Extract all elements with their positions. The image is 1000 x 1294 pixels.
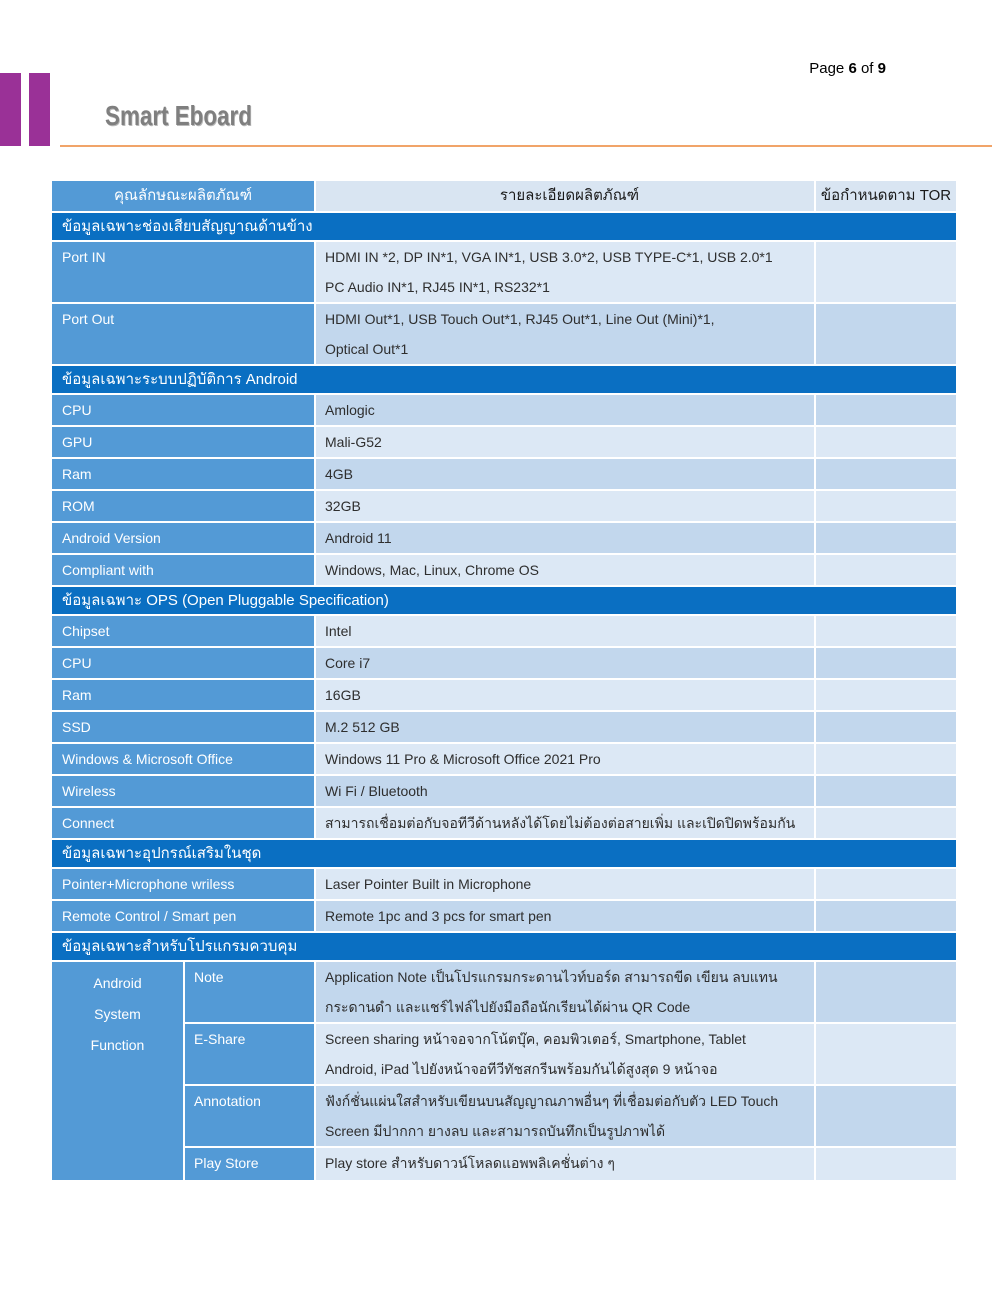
spec-detail-line: Windows, Mac, Linux, Chrome OS (325, 562, 539, 578)
tor-cell (816, 242, 956, 302)
spec-row (52, 776, 956, 808)
spec-row (52, 744, 956, 776)
spec-label-cell: Android Version (52, 523, 316, 553)
spec-detail-line: Remote 1pc and 3 pcs for smart pen (325, 908, 552, 924)
spec-label-cell: Connect (52, 808, 316, 838)
spec-label-cell: Compliant with (52, 555, 316, 585)
spec-detail-line: Optical Out*1 (325, 341, 409, 357)
spec-detail-cell (316, 869, 816, 899)
page-number (809, 60, 886, 77)
sub-label-cell: E-Share (185, 1024, 316, 1084)
section-header-row (52, 213, 956, 242)
spec-row (52, 304, 956, 366)
section-header-row (52, 366, 956, 395)
section-title: ข้อมูลเฉพาะสำหรับโปรแกรมควบคุม (62, 938, 298, 955)
spec-detail-line: Android 11 (325, 530, 392, 546)
page-of: of (860, 60, 874, 77)
spec-detail-line: Wi Fi / Bluetooth (325, 783, 428, 799)
spec-row (52, 395, 956, 427)
spec-detail-cell (316, 304, 816, 364)
spec-row (52, 869, 956, 901)
group-label-line: Function (90, 1037, 145, 1053)
spec-detail-line: Core i7 (325, 655, 371, 671)
tor-cell (816, 680, 956, 710)
section-header-row (52, 933, 956, 962)
section-title: ข้อมูลเฉพาะระบบปฏิบัติการ Android (62, 371, 298, 388)
page-word: Page (809, 60, 845, 77)
section-header-row (52, 587, 956, 616)
sub-label-cell: Play Store (185, 1148, 316, 1180)
spec-detail-line: Screen sharing หน้าจอจากโน้ตบุ๊ค, คอมพิวเตอร์, Smartphone, Tablet (325, 1031, 746, 1047)
tor-cell (816, 523, 956, 553)
spec-row (52, 648, 956, 680)
column-header-row (52, 181, 956, 213)
tor-cell (816, 1086, 956, 1146)
spec-detail-line: ฟังก์ชั่นแผ่นใสสำหรับเขียนบนสัญญาณภาพอื่นๆ ที่เชื่อมต่อกับตัว LED Touch (325, 1093, 779, 1109)
spec-detail-cell (316, 744, 816, 774)
section-header-row (52, 840, 956, 869)
spec-row (52, 523, 956, 555)
sub-label-cell: Annotation (185, 1086, 316, 1146)
tor-cell (816, 1148, 956, 1180)
spec-detail-cell (316, 395, 816, 425)
spec-detail-cell (316, 776, 816, 806)
spec-detail-line: Mali-G52 (325, 434, 382, 450)
section-title: ข้อมูลเฉพาะอุปกรณ์เสริมในชุด (62, 845, 262, 862)
spec-detail-cell (316, 808, 816, 838)
page-title: Smart Eboard (105, 100, 252, 131)
tor-cell (816, 616, 956, 646)
section-title: ข้อมูลเฉพาะ OPS (Open Pluggable Specification) (62, 592, 389, 609)
spec-label-cell: Windows & Microsoft Office (52, 744, 316, 774)
decor-bar-right (29, 73, 50, 146)
tor-cell (816, 427, 956, 457)
decor-bar-left (0, 73, 21, 146)
spec-detail-line: 16GB (325, 687, 361, 703)
spec-subrow (185, 1148, 956, 1180)
spec-detail-cell (316, 1148, 816, 1180)
spec-detail-cell (316, 523, 816, 553)
tor-cell (816, 776, 956, 806)
group-subrows (185, 962, 956, 1180)
column-header-product: คุณลักษณะผลิตภัณฑ์ (52, 181, 316, 211)
spec-detail-cell (316, 680, 816, 710)
tor-cell (816, 712, 956, 742)
spec-subrow (185, 1024, 956, 1086)
page-total: 9 (877, 60, 886, 77)
spec-label-cell: Port IN (52, 242, 316, 302)
spec-label-cell: Ram (52, 459, 316, 489)
tor-cell (816, 1024, 956, 1084)
spec-table (52, 181, 956, 1180)
spec-detail-line: 32GB (325, 498, 361, 514)
tor-cell (816, 648, 956, 678)
spec-detail-line: Play store สำหรับดาวน์โหลดแอพพลิเคชั่นต่าง ๆ (325, 1155, 615, 1171)
spec-row (52, 901, 956, 933)
sub-label-cell: Note (185, 962, 316, 1022)
spec-detail-line: M.2 512 GB (325, 719, 400, 735)
grouped-section-row (52, 962, 956, 1180)
tor-cell (816, 555, 956, 585)
spec-detail-line: สามารถเชื่อมต่อกับจอทีวีด้านหลังได้โดยไม่ต้องต่อสายเพิ่ม และเปิดปิดพร้อมกัน (325, 815, 796, 831)
spec-detail-cell (316, 1086, 816, 1146)
spec-detail-cell (316, 1024, 816, 1084)
spec-label-cell: Chipset (52, 616, 316, 646)
tor-cell (816, 808, 956, 838)
spec-detail-line: Android, iPad ไปยังหน้าจอทีวีทัชสกรีนพร้อมกันได้สูงสุด 9 หน้าจอ (325, 1061, 718, 1077)
spec-detail-line: Windows 11 Pro & Microsoft Office 2021 Pro (325, 751, 601, 767)
spec-detail-cell (316, 459, 816, 489)
spec-row (52, 555, 956, 587)
spec-detail-cell (316, 962, 816, 1022)
spec-detail-cell (316, 648, 816, 678)
column-header-detail: รายละเอียดผลิตภัณฑ์ (316, 181, 816, 211)
spec-detail-cell (316, 491, 816, 521)
tor-cell (816, 962, 956, 1022)
spec-detail-cell (316, 242, 816, 302)
spec-label-cell: CPU (52, 648, 316, 678)
header-rule (60, 145, 992, 147)
spec-row (52, 459, 956, 491)
tor-cell (816, 491, 956, 521)
spec-label-cell: SSD (52, 712, 316, 742)
section-title: ข้อมูลเฉพาะช่องเสียบสัญญาณด้านข้าง (62, 218, 313, 235)
spec-detail-line: 4GB (325, 466, 354, 482)
page-current: 6 (848, 60, 857, 77)
spec-detail-line: PC Audio IN*1, RJ45 IN*1, RS232*1 (325, 279, 550, 295)
spec-subrow (185, 1086, 956, 1148)
spec-detail-cell (316, 427, 816, 457)
spec-row (52, 680, 956, 712)
spec-detail-line: Amlogic (325, 402, 375, 418)
spec-label-cell: Port Out (52, 304, 316, 364)
tor-cell (816, 395, 956, 425)
spec-label-cell: CPU (52, 395, 316, 425)
spec-detail-line: HDMI IN *2, DP IN*1, VGA IN*1, USB 3.0*2, USB TYPE-C*1, USB 2.0*1 (325, 249, 773, 265)
spec-label-cell: GPU (52, 427, 316, 457)
column-header-tor: ข้อกำหนดตาม TOR (816, 181, 956, 211)
tor-cell (816, 869, 956, 899)
tor-cell (816, 901, 956, 931)
tor-cell (816, 459, 956, 489)
spec-row (52, 427, 956, 459)
spec-detail-line: Application Note เป็นโปรแกรมกระดานไวท์บอร์ด สามารถขีด เขียน ลบแทน (325, 969, 778, 985)
tor-cell (816, 304, 956, 364)
spec-detail-line: Laser Pointer Built in Microphone (325, 876, 532, 892)
spec-label-cell: Ram (52, 680, 316, 710)
spec-row (52, 491, 956, 523)
spec-label-cell: Wireless (52, 776, 316, 806)
spec-label-cell: Pointer+Microphone wriless (52, 869, 316, 899)
group-label-line: System (94, 1006, 141, 1022)
spec-detail-cell (316, 901, 816, 931)
spec-detail-line: กระดานดำ และแชร์ไฟล์ไปยังมือถือนักเรียนได้ผ่าน QR Code (325, 999, 691, 1015)
spec-detail-cell (316, 712, 816, 742)
spec-detail-line: Intel (325, 623, 352, 639)
spec-detail-cell (316, 616, 816, 646)
spec-row (52, 808, 956, 840)
spec-label-cell: Remote Control / Smart pen (52, 901, 316, 931)
group-label-line: Android (93, 975, 142, 991)
spec-row (52, 242, 956, 304)
spec-detail-line: Screen มีปากกา ยางลบ และสามารถบันทึกเป็นรูปภาพได้ (325, 1123, 666, 1139)
group-label-cell (52, 962, 185, 1180)
spec-row (52, 712, 956, 744)
spec-detail-line: HDMI Out*1, USB Touch Out*1, RJ45 Out*1, Line Out (Mini)*1, (325, 311, 715, 327)
spec-subrow (185, 962, 956, 1024)
spec-row (52, 616, 956, 648)
spec-label-cell: ROM (52, 491, 316, 521)
tor-cell (816, 744, 956, 774)
spec-detail-cell (316, 555, 816, 585)
